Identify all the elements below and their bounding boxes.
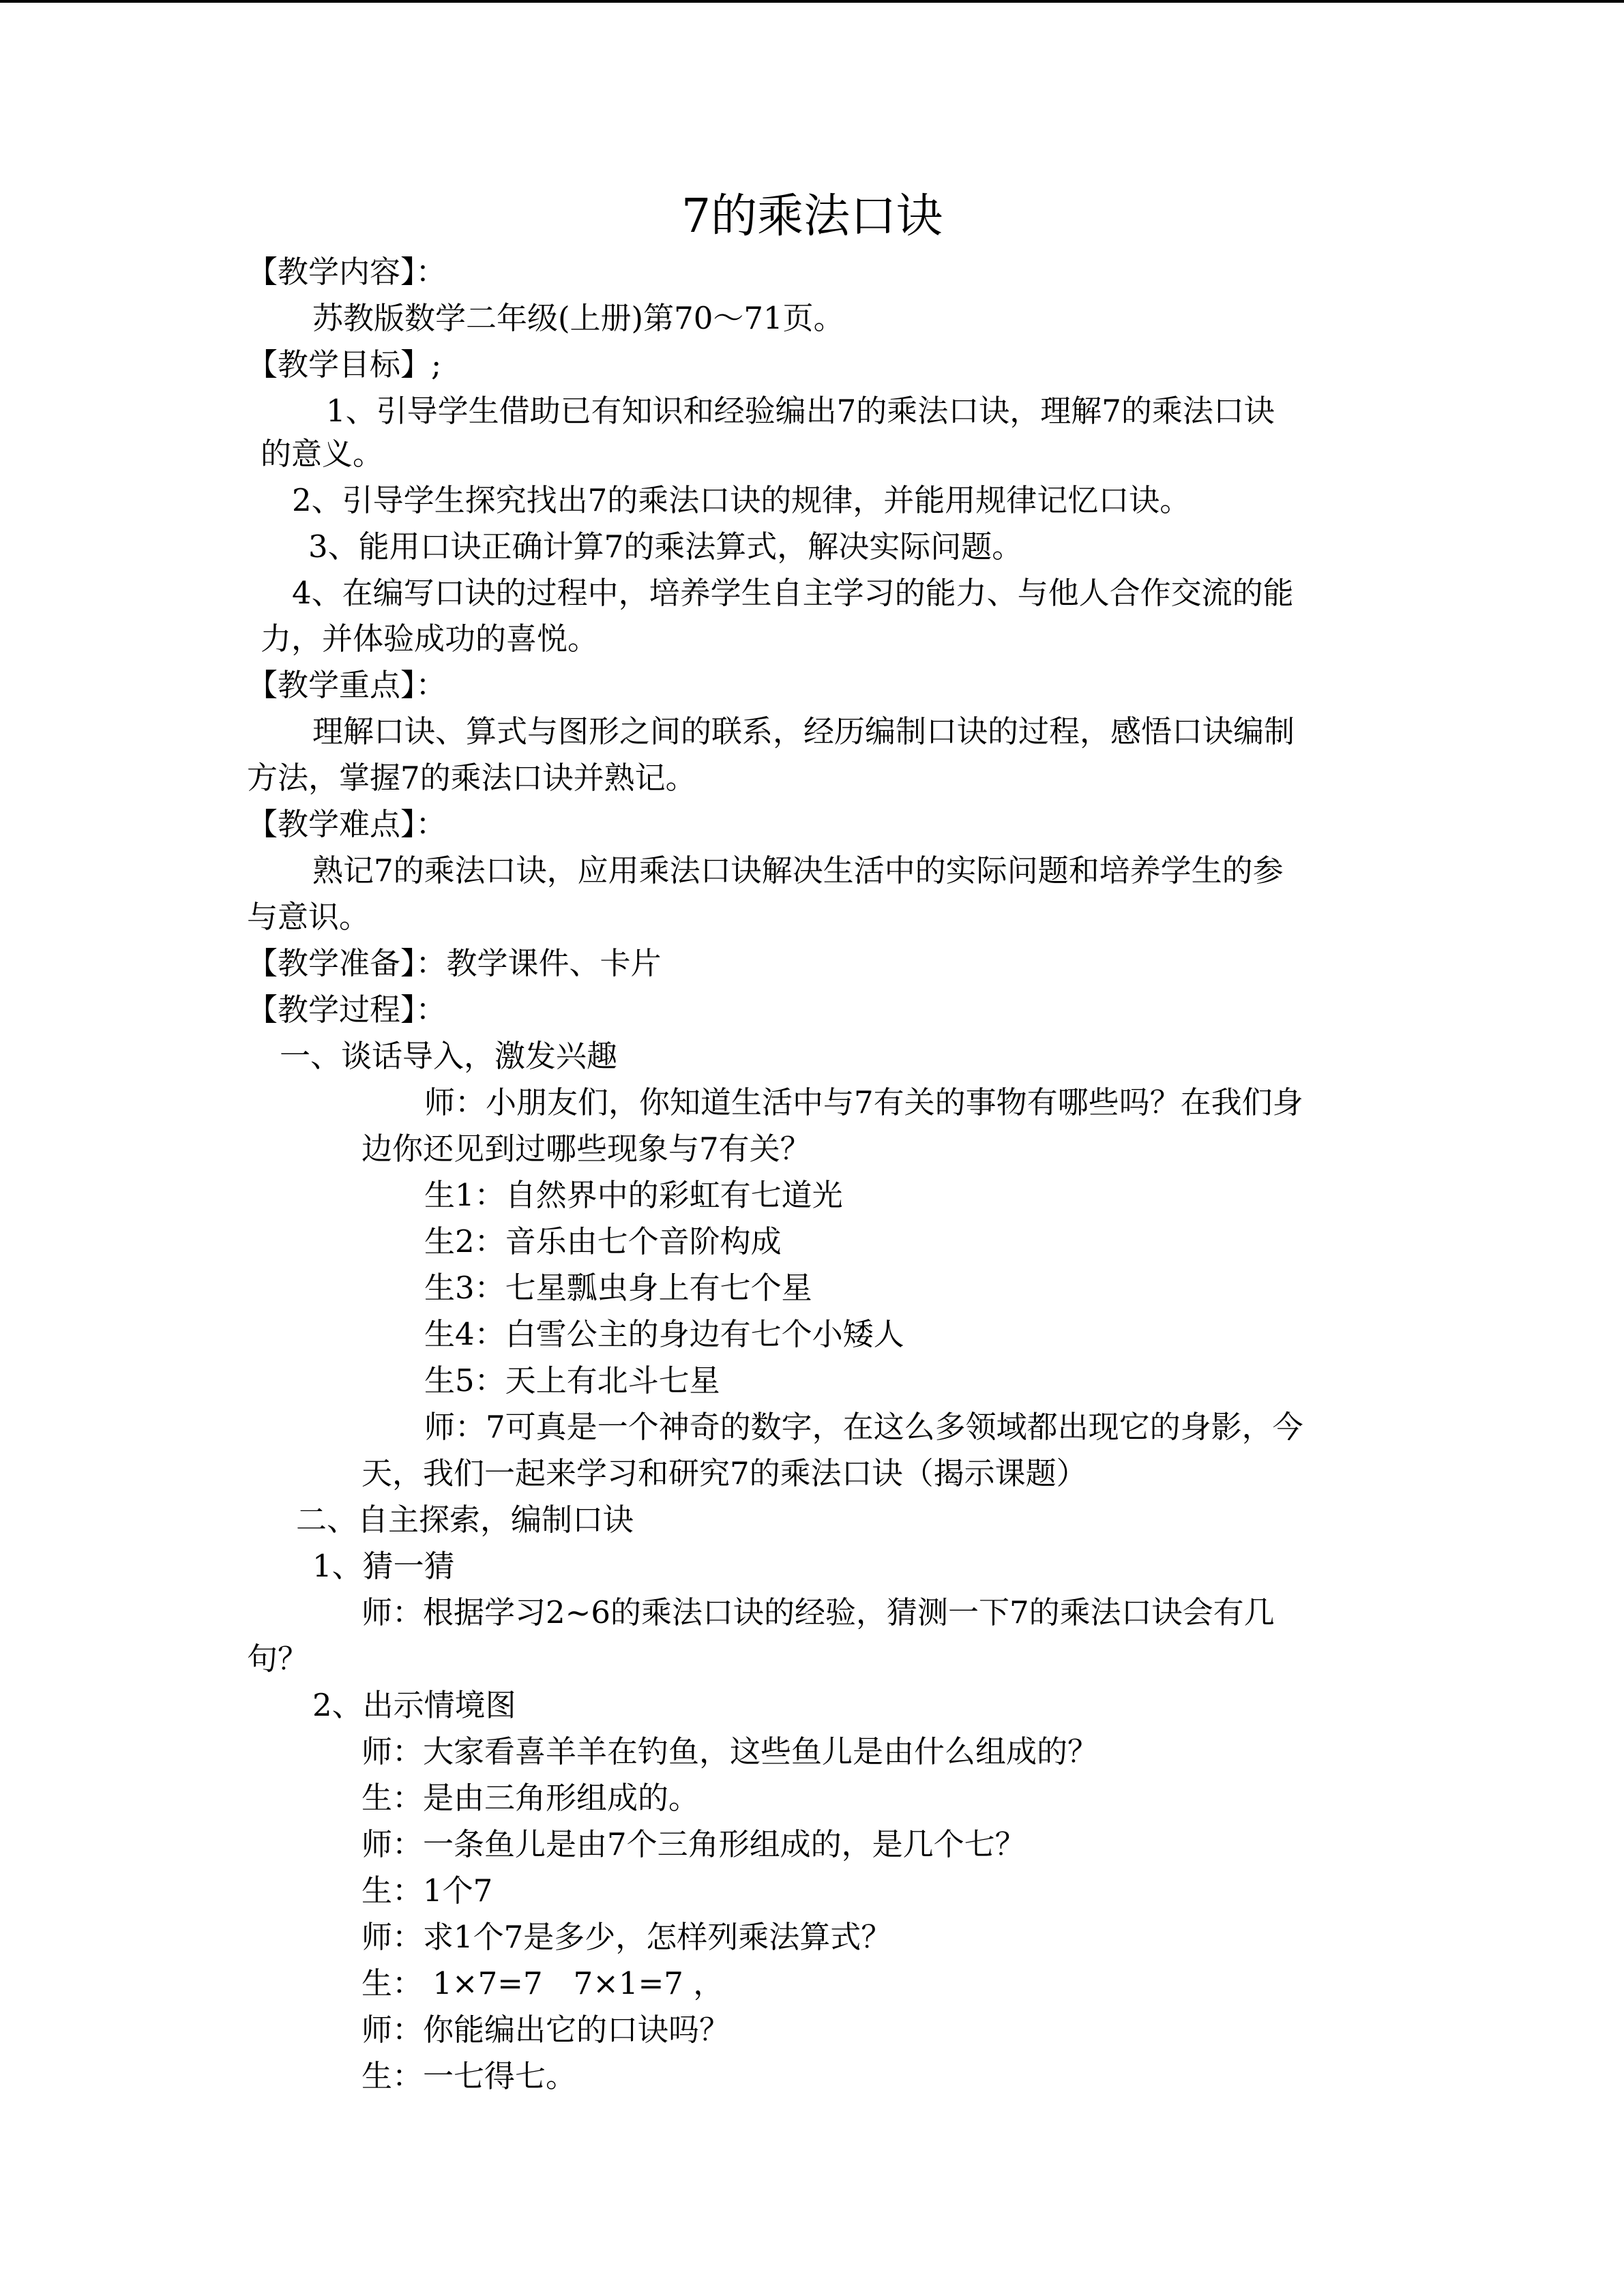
dialogue-line: 天，我们一起来学习和研究7的乘法口诀（揭示课题） (361, 1455, 1087, 1491)
section-heading-difficulties: 【教学难点】： (247, 806, 447, 842)
paragraph-line: 方法，掌握7的乘法口诀并熟记。 (247, 760, 696, 796)
dialogue-line: 句？ (247, 1641, 309, 1677)
dialogue-line: 生：1个7 (361, 1873, 493, 1909)
dialogue-line: 生2：音乐由七个音阶构成 (424, 1223, 782, 1259)
paragraph-line: 力，并体验成功的喜悦。 (261, 621, 599, 657)
dialogue-line: 生：是由三角形组成的。 (361, 1780, 700, 1816)
paragraph-line: 1、引导学生借助已有知识和经验编出7的乘法口诀，理解7的乘法口诀 (326, 393, 1275, 429)
dialogue-line: 师：小朋友们，你知道生活中与7有关的事物有哪些吗？在我们身 (424, 1084, 1303, 1120)
dialogue-line: 师：7可真是一个神奇的数字，在这么多领域都出现它的身影，今 (424, 1409, 1303, 1445)
dialogue-line: 师：求1个7是多少，怎样列乘法算式？ (361, 1919, 892, 1955)
dialogue-line: 边你还见到过哪些现象与7有关？ (361, 1131, 811, 1167)
subsection-heading: 二、自主探索，编制口诀 (296, 1502, 634, 1538)
subsection-heading: 一、谈话导入，激发兴趣 (280, 1038, 618, 1074)
paragraph-line: 的意义。 (261, 436, 384, 472)
paragraph-line: 与意识。 (247, 899, 370, 935)
dialogue-line: 师：一条鱼儿是由7个三角形组成的，是几个七？ (361, 1826, 1026, 1862)
dialogue-line: 生4：白雪公主的身边有七个小矮人 (424, 1316, 904, 1352)
section-heading-process: 【教学过程】： (247, 992, 447, 1028)
section-heading-preparation: 【教学准备】：教学课件、卡片 (247, 945, 662, 981)
dialogue-line: 生：一七得七。 (361, 2058, 577, 2094)
dialogue-line: 生5：天上有北斗七星 (424, 1362, 720, 1399)
step-heading: 2、出示情境图 (312, 1687, 516, 1723)
top-border (0, 0, 1624, 3)
paragraph-line: 苏教版数学二年级(上册)第70～71页。 (312, 300, 844, 336)
dialogue-line: 师：根据学习2~6的乘法口诀的经验，猜测一下7的乘法口诀会有几 (361, 1594, 1275, 1630)
paragraph-line: 理解口诀、算式与图形之间的联系，经历编制口诀的过程，感悟口诀编制 (312, 713, 1295, 749)
paragraph-line: 3、能用口诀正确计算7的乘法算式，解决实际问题。 (308, 528, 1023, 565)
paragraph-line: 熟记7的乘法口诀，应用乘法口诀解决生活中的实际问题和培养学生的参 (312, 852, 1284, 889)
step-heading: 1、猜一猜 (312, 1548, 455, 1584)
dialogue-line: 生1：自然界中的彩虹有七道光 (424, 1177, 843, 1213)
page-title: 7的乘法口诀 (681, 190, 943, 243)
paragraph-line: 4、在编写口诀的过程中，培养学生自主学习的能力、与他人合作交流的能 (292, 575, 1294, 611)
paragraph-line: 2、引导学生探究找出7的乘法口诀的规律，并能用规律记忆口诀。 (292, 482, 1191, 518)
dialogue-line: 师：你能编出它的口诀吗？ (361, 2012, 730, 2048)
dialogue-line: 师：大家看喜羊羊在钓鱼，这些鱼儿是由什么组成的？ (361, 1733, 1099, 1770)
section-heading-objectives: 【教学目标】; (247, 346, 442, 383)
section-heading-key-points: 【教学重点】： (247, 667, 447, 703)
section-heading-content: 【教学内容】： (247, 254, 447, 290)
dialogue-line: 生： 1×7=7 7×1=7 ， (361, 1965, 724, 2001)
dialogue-line: 生3：七星瓢虫身上有七个星 (424, 1270, 812, 1306)
